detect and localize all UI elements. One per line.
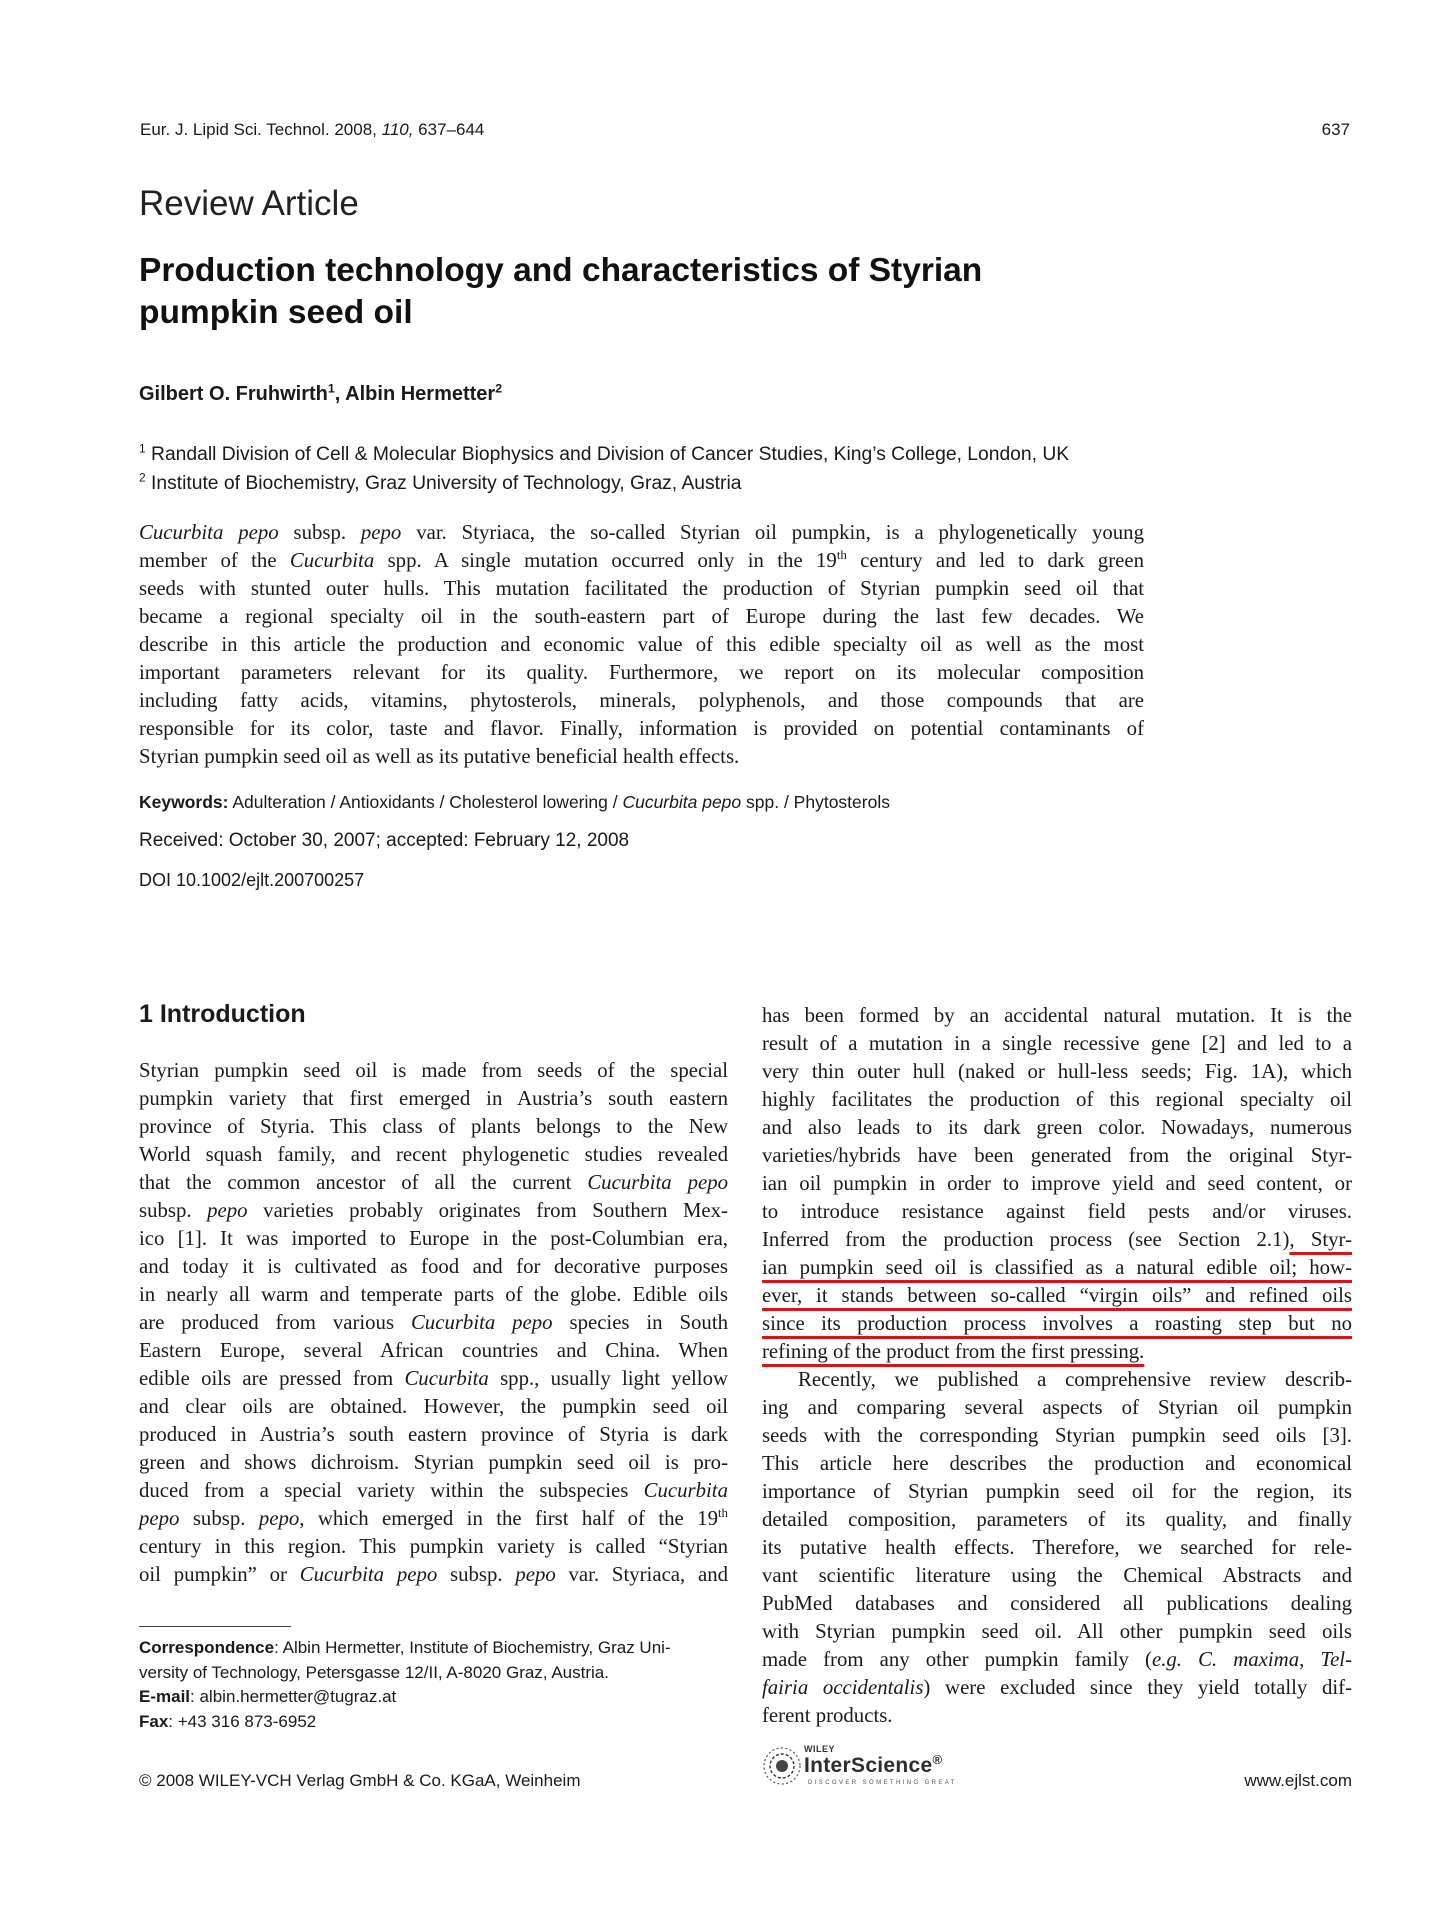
body-text: ,: [1299, 1648, 1321, 1671]
body-line: seeds with the corresponding Styrian pumpkin seed oils [3].: [762, 1424, 1352, 1447]
species-name: e.g. C. maxima: [1151, 1648, 1300, 1671]
abstract-line: responsible for its color, taste and flavor. Finally, information is provided on potential contaminants of: [139, 717, 1144, 740]
abstract-line: describe in this article the production and economic value of this edible specialty oil as well as the most: [139, 633, 1144, 656]
body-text: are produced from various: [139, 1311, 411, 1334]
abstract-line: [139, 519, 1144, 547]
body-text: spp., usually light yellow: [488, 1367, 728, 1390]
received-dates: Received: October 30, 2007; accepted: February 12, 2008: [139, 830, 630, 851]
abstract-line: important parameters relevant for its quality. Furthermore, we report on its molecular composition: [139, 661, 1144, 684]
affiliation: [139, 469, 1069, 498]
body-text: , which emerged in the first half of the 19: [299, 1507, 718, 1530]
page-number: 637: [1321, 120, 1350, 139]
affiliation-text: Randall Division of Cell & Molecular Biophysics and Division of Cancer Studies, King’s College, London, UK: [145, 444, 1070, 465]
correspondence-footnote: [139, 1636, 729, 1734]
doi[interactable]: DOI 10.1002/ejlt.200700257: [139, 870, 365, 890]
body-line: detailed composition, parameters of its quality, and finally: [762, 1508, 1352, 1531]
title-line: pumpkin seed oil: [139, 294, 413, 331]
body-line: has been formed by an accidental natural mutation. It is the: [762, 1004, 1352, 1027]
title-line: Production technology and characteristics of Styrian: [139, 252, 983, 289]
correspondence-text: : Albin Hermetter, Institute of Biochemistry, Graz Uni-: [274, 1638, 671, 1657]
body-line: [139, 1169, 728, 1197]
article-type: Review Article: [139, 184, 359, 223]
body-line: [139, 1309, 728, 1337]
journal-url[interactable]: www.ejlst.com: [1244, 1771, 1352, 1790]
species-name: Cucurbita pepo: [139, 521, 279, 544]
body-line: green and shows dichroism. Styrian pumpkin seed oil is pro-: [139, 1451, 728, 1474]
footnote-line: [139, 1636, 729, 1661]
body-line: importance of Styrian pumpkin seed oil for the region, its: [762, 1480, 1352, 1503]
affiliation-mark: 2: [495, 381, 503, 396]
body-line: World squash family, and recent phylogenetic studies revealed: [139, 1143, 728, 1166]
journal-volume: 110,: [381, 120, 414, 139]
body-line: and also leads to its dark green color. Nowadays, numerous: [762, 1116, 1352, 1139]
fax-label: Fax: [139, 1711, 169, 1731]
body-line: varieties/hybrids have been generated from the original Styr-: [762, 1144, 1352, 1167]
highlighted-text: , Styr-: [1289, 1228, 1352, 1251]
body-line: [762, 1226, 1352, 1254]
body-line: ian oil pumpkin in order to improve yield and seed content, or: [762, 1172, 1352, 1195]
body-line: very thin outer hull (naked or hull-less seeds; Fig. 1A), which: [762, 1060, 1352, 1083]
footnote-line: [139, 1710, 729, 1735]
body-line: Eastern Europe, several African countries and China. When: [139, 1339, 728, 1362]
logo-tagline: DISCOVER SOMETHING GREAT: [808, 1780, 957, 1786]
body-text: ) were excluded since they yield totally dif-: [923, 1676, 1352, 1699]
abstract-text: spp. A single mutation occurred only in the 19: [374, 549, 837, 572]
author-name: Albin Hermetter: [345, 383, 496, 405]
body-line: [139, 1477, 728, 1505]
body-line: [139, 1365, 728, 1393]
body-line: [139, 1561, 728, 1589]
fax-number: : +43 316 873-6952: [168, 1711, 317, 1731]
body-line: [762, 1310, 1352, 1338]
email-address[interactable]: : albin.hermetter@tugraz.at: [190, 1687, 397, 1706]
body-line: [139, 1505, 728, 1533]
author-separator: ,: [334, 383, 346, 405]
highlighted-text: ever, it stands between so-called “virgin oils” and refined oils: [762, 1284, 1352, 1307]
body-line: This article here describes the production and economical: [762, 1452, 1352, 1475]
abstract-text: subsp.: [278, 521, 361, 544]
body-line: in nearly all warm and temperate parts of the globe. Edible oils: [139, 1283, 728, 1306]
body-line: and clear oils are obtained. However, the pumpkin seed oil: [139, 1395, 728, 1418]
logo-brand-text: InterScience: [804, 1754, 933, 1777]
body-line: vant scientific literature using the Chemical Abstracts and: [762, 1564, 1352, 1587]
body-text: species in South: [552, 1311, 728, 1334]
keywords: [139, 792, 890, 813]
body-text: edible oils are pressed from: [139, 1367, 405, 1390]
body-text: oil pumpkin” or: [139, 1563, 300, 1586]
body-line: highly facilitates the production of this regional specialty oil: [762, 1088, 1352, 1111]
body-line: [762, 1338, 1352, 1366]
logo-registered-mark: ®: [932, 1752, 943, 1767]
footnote-divider: [139, 1626, 291, 1627]
running-header: [140, 120, 1350, 144]
logo-brand: [804, 1754, 942, 1778]
body-text: made from any other pumpkin family (: [762, 1648, 1152, 1671]
species-name: Cucurbita pepo: [587, 1171, 728, 1194]
affiliation-mark: 2: [139, 470, 146, 485]
author-list: [139, 383, 502, 406]
body-text: var. Styriaca, and: [555, 1563, 729, 1586]
body-text: subsp.: [179, 1507, 259, 1530]
body-line: ing and comparing several aspects of Styrian oil pumpkin: [762, 1396, 1352, 1419]
highlighted-text: refining of the product from the first pressing.: [762, 1340, 1145, 1363]
species-name: Cucurbita pepo: [299, 1563, 438, 1586]
body-line: ferent products.: [762, 1704, 893, 1727]
keywords-text: spp. / Phytosterols: [741, 792, 890, 812]
body-text: duced from a special variety within the subspecies: [139, 1479, 644, 1502]
body-line: ico [1]. It was imported to Europe in the post-Columbian era,: [139, 1227, 728, 1250]
email-label: E-mail: [139, 1687, 191, 1706]
abstract-text: var. Styriaca, the so-called Styrian oil pumpkin, is a phylogenetically young: [401, 521, 1144, 544]
journal-name: Eur. J. Lipid Sci. Technol. 2008,: [140, 120, 382, 139]
correspondence-label: Correspondence: [139, 1638, 275, 1657]
body-line: result of a mutation in a single recessive gene [2] and led to a: [762, 1032, 1352, 1055]
abstract-line: including fatty acids, vitamins, phytosterols, minerals, polyphenols, and those compounds that are: [139, 689, 1144, 712]
affiliation-mark: 1: [327, 381, 335, 396]
highlighted-text: ian pumpkin seed oil is classified as a natural edible oil; how-: [762, 1256, 1352, 1279]
intro-left-column: [139, 1057, 728, 1589]
species-name: pepo: [139, 1507, 180, 1530]
body-text: subsp.: [437, 1563, 516, 1586]
species-name: pepo: [515, 1563, 556, 1586]
keywords-label: Keywords:: [139, 792, 229, 812]
body-line: to introduce resistance against field pests and/or viruses.: [762, 1200, 1352, 1223]
affiliation-mark: 1: [139, 441, 146, 456]
species-name: fairia occidentalis: [762, 1676, 924, 1699]
species-name: pepo: [207, 1199, 248, 1222]
body-line: [762, 1282, 1352, 1310]
abstract: [139, 519, 1144, 771]
species-name: pepo: [360, 521, 402, 544]
logo-publisher: WILEY: [804, 1744, 835, 1754]
body-line: its putative health effects. Therefore, we searched for rele-: [762, 1536, 1352, 1559]
abstract-line: seeds with stunted outer hulls. This mutation facilitated the production of Styrian pumpkin seed oil that: [139, 577, 1144, 600]
body-line: century in this region. This pumpkin variety is called “Styrian: [139, 1535, 728, 1558]
interscience-logo[interactable]: [760, 1742, 960, 1792]
body-line: with Styrian pumpkin seed oil. All other pumpkin seed oils: [762, 1620, 1352, 1643]
article-title: [139, 250, 1039, 334]
body-text: Inferred from the production process (see Section 2.1): [762, 1228, 1290, 1251]
body-line: province of Styria. This class of plants belongs to the New: [139, 1115, 728, 1138]
keywords-text: Adulteration / Antioxidants / Cholesterol lowering /: [228, 792, 623, 812]
author-name: Gilbert O. Fruhwirth: [139, 383, 328, 405]
body-text: that the common ancestor of all the current: [139, 1171, 588, 1194]
species-name: Cucurbita: [289, 549, 375, 572]
body-line: [762, 1254, 1352, 1282]
ordinal-suffix: th: [836, 548, 847, 563]
species-name: pepo: [258, 1507, 300, 1530]
copyright-notice: © 2008 WILEY-VCH Verlag GmbH & Co. KGaA, Weinheim: [139, 1771, 581, 1790]
body-line: produced in Austria’s south eastern province of Styria is dark: [139, 1423, 728, 1446]
abstract-line: became a regional specialty oil in the south-eastern part of Europe during the last few decades. We: [139, 605, 1144, 628]
body-line: pumpkin variety that first emerged in Austria’s south eastern: [139, 1087, 728, 1110]
globe-icon: [760, 1744, 804, 1788]
species-name: Cucurbita: [643, 1479, 728, 1502]
species-name: Cucurbita pepo: [410, 1311, 553, 1334]
body-text: varieties probably originates from Southern Mex-: [247, 1199, 728, 1222]
section-heading-introduction: 1 Introduction: [139, 1000, 306, 1028]
journal-citation: [140, 120, 484, 140]
abstract-text: century and led to dark green: [846, 549, 1144, 572]
affiliation-text: Institute of Biochemistry, Graz University of Technology, Graz, Austria: [145, 473, 742, 494]
highlighted-text: since its production process involves a roasting step but no: [762, 1312, 1352, 1335]
abstract-line: Styrian pumpkin seed oil as well as its putative beneficial health effects.: [139, 745, 740, 768]
body-line: Recently, we published a comprehensive review describ-: [798, 1368, 1352, 1391]
species-name: Cucurbita: [404, 1367, 489, 1390]
body-line: PubMed databases and considered all publications dealing: [762, 1592, 1352, 1615]
body-text: subsp.: [139, 1199, 208, 1222]
body-line: Styrian pumpkin seed oil is made from seeds of the special: [139, 1059, 728, 1082]
journal-pages: 637–644: [413, 120, 485, 139]
species-name: Tel-: [1320, 1648, 1352, 1671]
intro-right-column: [762, 1002, 1352, 1730]
affiliations: [139, 440, 1069, 498]
footnote-line: versity of Technology, Petersgasse 12/II, A-8020 Graz, Austria.: [139, 1662, 609, 1682]
footnote-line: [139, 1685, 729, 1710]
abstract-text: member of the: [139, 549, 290, 572]
body-line: and today it is cultivated as food and for decorative purposes: [139, 1255, 728, 1278]
body-line: [762, 1674, 1352, 1702]
keywords-species: Cucurbita pepo: [622, 792, 742, 812]
affiliation: [139, 440, 1069, 469]
abstract-line: [139, 547, 1144, 575]
body-line: [762, 1646, 1352, 1674]
ordinal-suffix: th: [717, 1506, 728, 1521]
body-line: [139, 1197, 728, 1225]
